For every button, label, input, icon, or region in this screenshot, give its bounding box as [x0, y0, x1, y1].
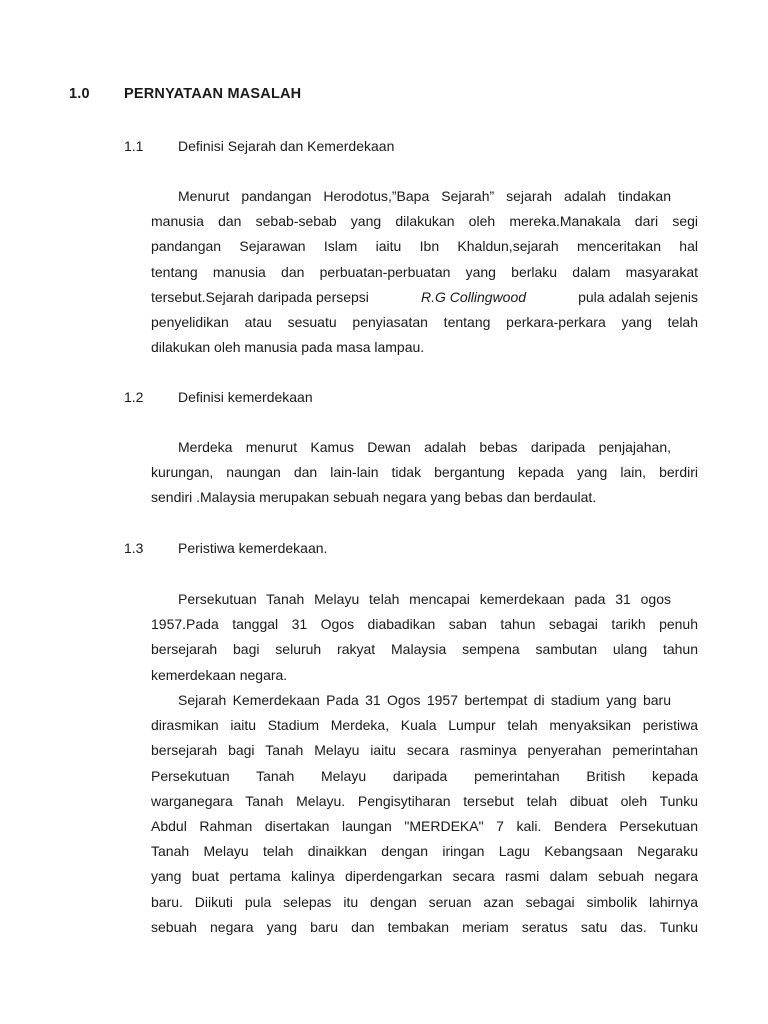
paragraph-line: baru. Diikuti pula selepas itu dengan seruan azan sebagai simbolik lahirnya [151, 893, 698, 910]
paragraph-line-part: tersebut.Sejarah daripada persepsi [151, 288, 369, 305]
paragraph-line: sebuah negara yang baru dan tembakan meriam seratus satu das. Tunku [151, 918, 698, 935]
paragraph-line: yang buat pertama kalinya diperdengarkan secara rasmi dalam sebuah negara [151, 868, 698, 885]
paragraph-line: bersejarah bagi Tanah Melayu iaitu secara rasminya penyerahan pemerintahan [151, 742, 698, 759]
subsection-number: 1.1 [124, 138, 144, 154]
paragraph-line: Menurut pandangan Herodotus,”Bapa Sejarah” sejarah adalah tindakan [178, 188, 671, 204]
paragraph-line: Sejarah Kemerdekaan Pada 31 Ogos 1957 bertempat di stadium yang baru [178, 692, 671, 708]
paragraph-line: Persekutuan Tanah Melayu daripada pemerintahan British kepada [151, 767, 698, 784]
paragraph-line: dilakukan oleh manusia pada masa lampau. [151, 339, 425, 356]
subsection-title: Definisi kemerdekaan [178, 389, 313, 405]
paragraph-line: Abdul Rahman disertakan laungan "MERDEKA" 7 kali. Bendera Persekutuan [151, 817, 698, 834]
subsection-heading-1-1 [124, 138, 394, 154]
subsection-heading-1-2 [124, 389, 313, 405]
paragraph-line: 1957.Pada tanggal 31 Ogos diabadikan saban tahun sebagai tarikh penuh [151, 616, 698, 633]
paragraph-line: sendiri .Malaysia merupakan sebuah negara yang bebas dan berdaulat. [151, 489, 597, 506]
heading-number: 1.0 [69, 86, 90, 102]
paragraph-peristiwa-1 [151, 587, 698, 688]
author-name: R.G Collingwood [420, 288, 527, 305]
subsection-title: Peristiwa kemerdekaan. [178, 540, 328, 556]
paragraph-line: warganegara Tanah Melayu. Pengisytiharan tersebut telah dibuat oleh Tunku [151, 792, 698, 809]
subsection-title: Definisi Sejarah dan Kemerdekaan [178, 138, 395, 154]
paragraph-line: manusia dan sebab-sebab yang dilakukan oleh mereka.Manakala dari segi [151, 213, 698, 230]
paragraph-line: bersejarah bagi seluruh rakyat Malaysia sempena sambutan ulang tahun [151, 641, 698, 658]
paragraph-definisi-sejarah [151, 184, 698, 360]
heading-title: PERNYATAAN MASALAH [124, 86, 302, 102]
paragraph-line: pandangan Sejarawan Islam iaitu Ibn Khaldun,sejarah menceritakan hal [151, 238, 698, 255]
paragraph-definisi-kemerdekaan [151, 435, 698, 511]
paragraph-line: Merdeka menurut Kamus Dewan adalah bebas daripada penjajahan, [178, 439, 671, 455]
paragraph-line: dirasmikan iaitu Stadium Merdeka, Kuala Lumpur telah menyaksikan peristiwa [151, 717, 698, 734]
paragraph-line [151, 285, 698, 310]
paragraph-line: Persekutuan Tanah Melayu telah mencapai kemerdekaan pada 31 ogos [178, 591, 671, 607]
subsection-heading-1-3 [124, 540, 327, 556]
section-heading [69, 86, 301, 102]
paragraph-line: kurungan, naungan dan lain-lain tidak bergantung kepada yang lain, berdiri [151, 464, 698, 481]
paragraph-peristiwa-2 [151, 688, 698, 940]
paragraph-line: Tanah Melayu telah dinaikkan dengan iringan Lagu Kebangsaan Negaraku [151, 843, 698, 860]
subsection-number: 1.3 [124, 540, 144, 556]
paragraph-line: penyelidikan atau sesuatu penyiasatan tentang perkara-perkara yang telah [151, 313, 698, 330]
paragraph-line-part: pula adalah sejenis [578, 288, 698, 305]
paragraph-line: kemerdekaan negara. [151, 666, 288, 683]
paragraph-line: tentang manusia dan perbuatan-perbuatan yang berlaku dalam masyarakat [151, 263, 698, 280]
subsection-number: 1.2 [124, 389, 144, 405]
